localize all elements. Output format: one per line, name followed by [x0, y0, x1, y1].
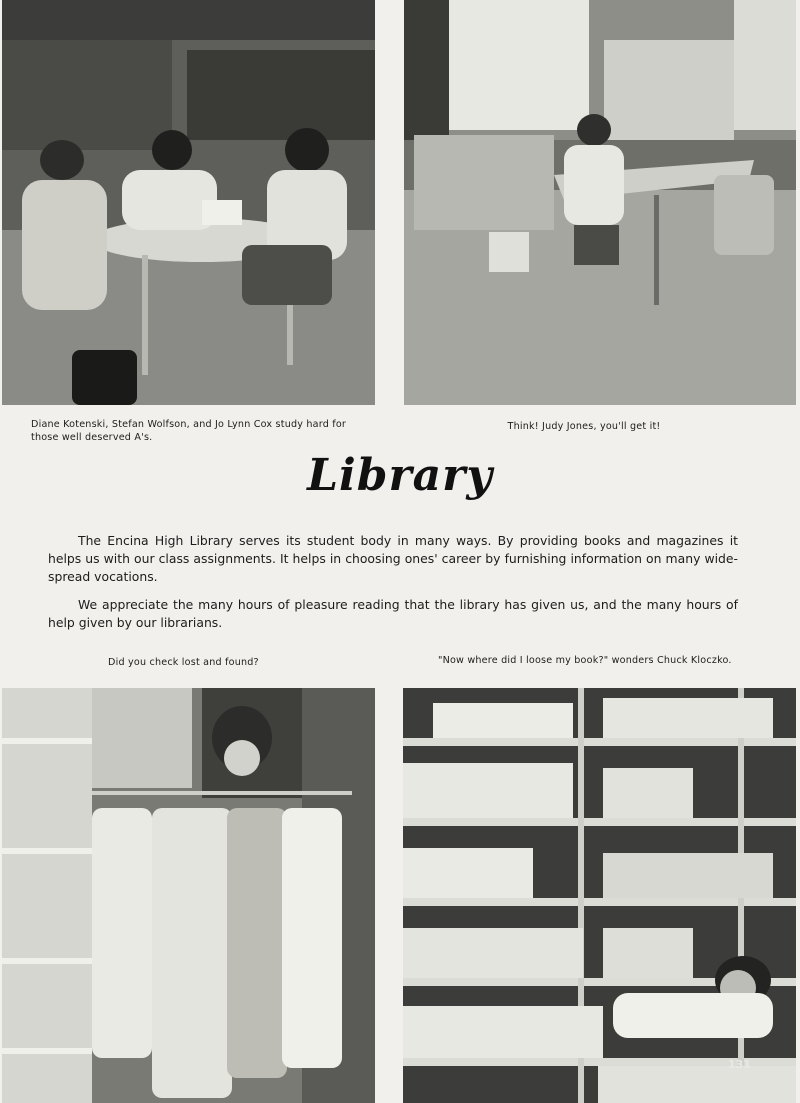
- page-title: Library: [307, 450, 493, 501]
- body-paragraph: We appreciate the many hours of pleasure reading that the library has given us, and the many hours of help given by our librarians.: [48, 597, 738, 631]
- body-paragraph: The Encina High Library serves its student body in many ways. By providing books and magazines it helps us with our class assignments. It helps in choosing ones' career by furnishing information on many wide-spread vocations.: [48, 533, 738, 585]
- page-number: 131: [728, 1058, 751, 1071]
- photo-girl-studying: [404, 0, 796, 405]
- photo-lost-and-found: [2, 688, 375, 1103]
- photo-students-studying: [2, 0, 375, 405]
- caption-book-shelves: "Now where did I loose my book?" wonders Chuck Kloczko.: [438, 655, 732, 666]
- photo-book-shelves: [403, 688, 796, 1103]
- caption-girl-studying: Think! Judy Jones, you'll get it!: [507, 421, 661, 432]
- caption-students-studying: Diane Kotenski, Stefan Wolfson, and Jo Lynn Cox study hard for those well deserved A's.: [31, 419, 347, 443]
- caption-lost-and-found: Did you check lost and found?: [108, 657, 259, 668]
